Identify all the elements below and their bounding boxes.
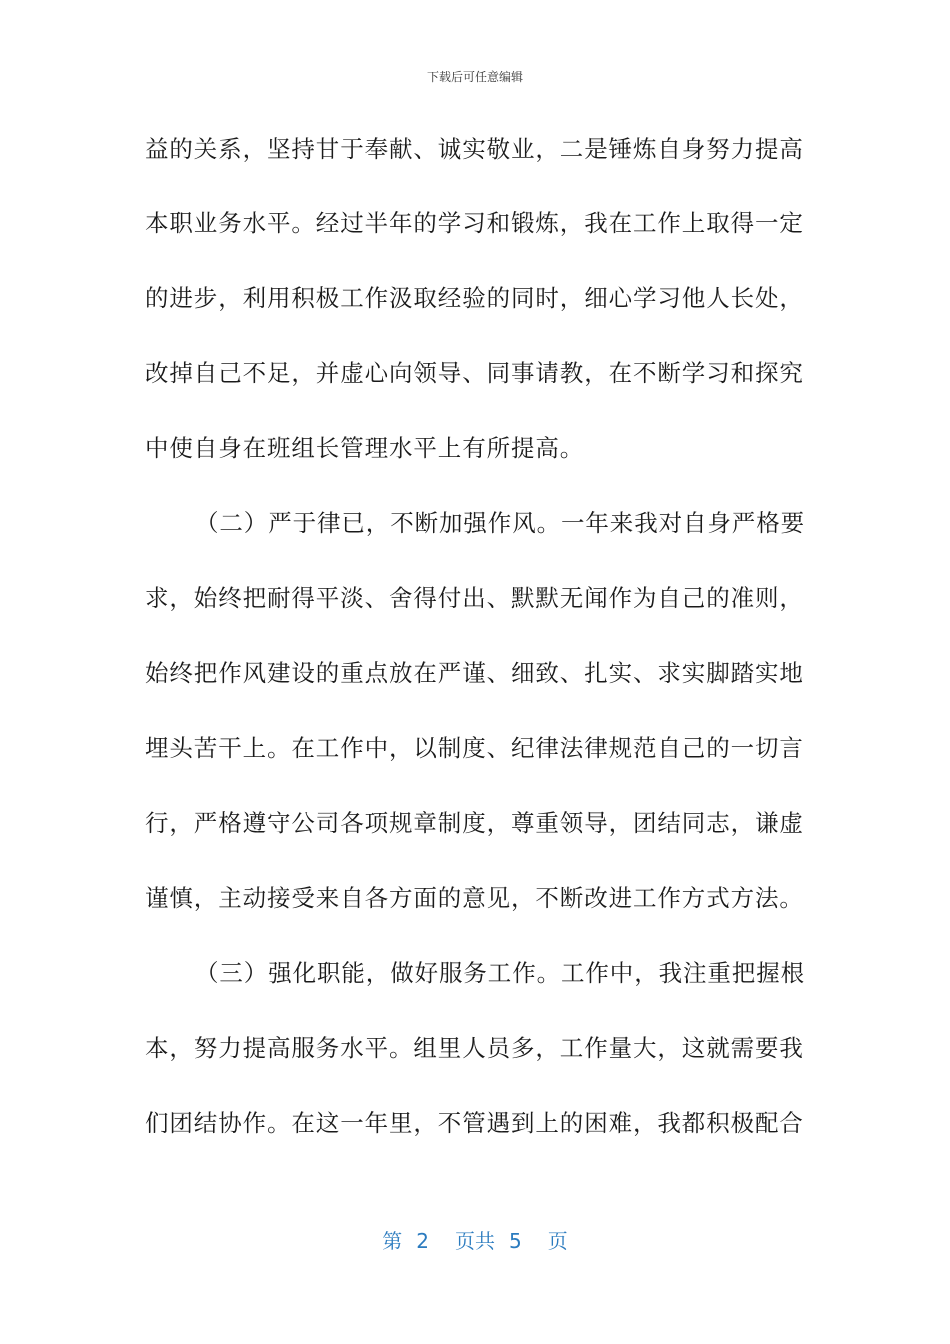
text-line: 行，严格遵守公司各项规章制度，尊重领导，团结同志，谦虚 — [145, 809, 804, 837]
text-line: 改掉自己不足，并虚心向领导、同事请教，在不断学习和探究 — [145, 359, 804, 387]
page-footer — [0, 1225, 950, 1254]
text-line: 求，始终把耐得平淡、舍得付出、默默无闻作为自己的准则， — [145, 584, 804, 612]
paragraph-first-line: （三）强化职能，做好服务工作。工作中，我注重把握根 — [195, 959, 805, 987]
text-line: 们团结协作。在这一年里，不管遇到上的困难，我都积极配合 — [145, 1109, 804, 1137]
footer-suffix: 页 — [547, 1229, 568, 1253]
text-line: 埋头苦干上。在工作中，以制度、纪律法律规范自己的一切言 — [145, 734, 804, 762]
current-page-number: 2 — [416, 1229, 429, 1253]
text-line: 益的关系，坚持甘于奉献、诚实敬业，二是锤炼自身努力提高 — [145, 135, 804, 163]
header-note: 下载后可任意编辑 — [426, 70, 523, 84]
text-line: 中使自身在班组长管理水平上有所提高。 — [145, 434, 585, 462]
footer-prefix: 第 — [382, 1229, 403, 1253]
total-page-count: 5 — [509, 1229, 522, 1253]
text-line: 的进步，利用积极工作汲取经验的同时，细心学习他人长处， — [145, 284, 804, 312]
text-line: 本职业务水平。经过半年的学习和锻炼，我在工作上取得一定 — [145, 209, 804, 237]
paragraph-first-line: （二）严于律已，不断加强作风。一年来我对自身严格要 — [195, 509, 805, 537]
text-line: 本，努力提高服务水平。组里人员多，工作量大，这就需要我 — [145, 1034, 804, 1062]
text-line: 始终把作风建设的重点放在严谨、细致、扎实、求实脚踏实地 — [145, 659, 804, 687]
footer-middle: 页共 — [455, 1229, 495, 1253]
text-line: 谨慎，主动接受来自各方面的意见，不断改进工作方式方法。 — [145, 884, 804, 912]
